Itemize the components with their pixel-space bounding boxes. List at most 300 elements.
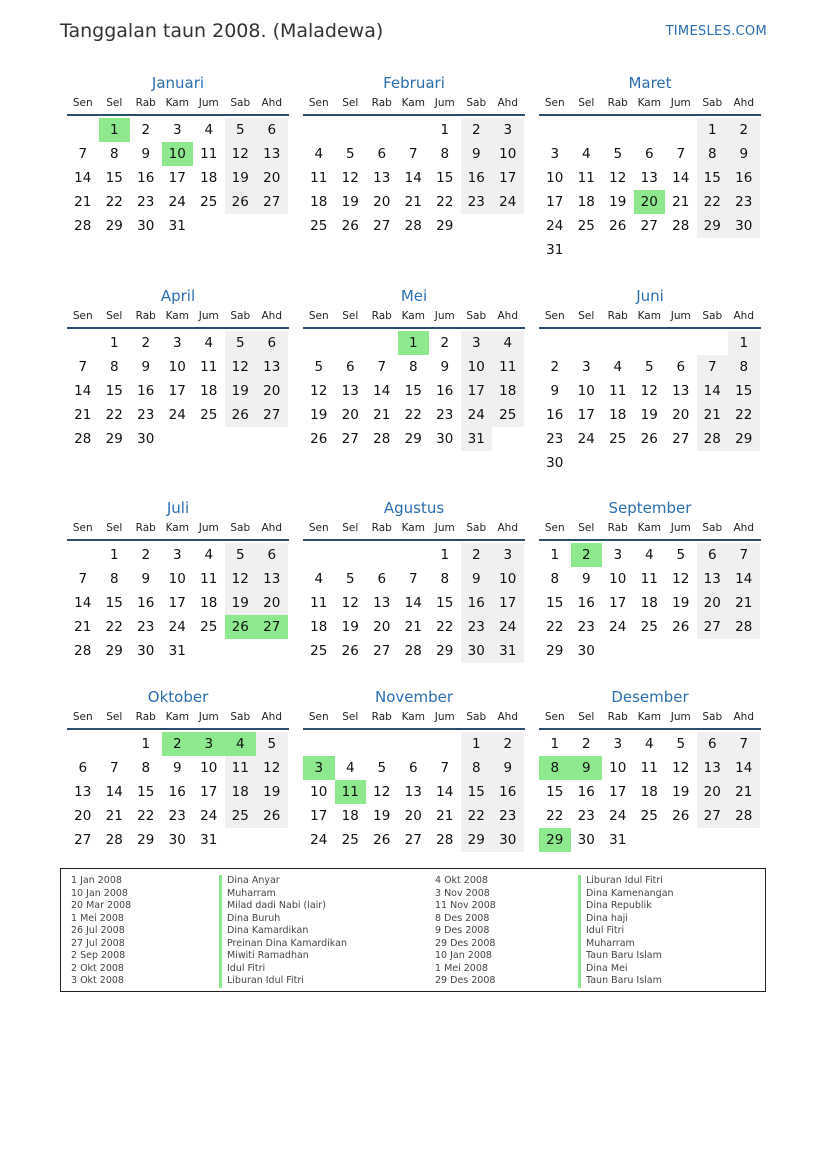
- day-cell[interactable]: 15: [728, 379, 760, 403]
- day-cell[interactable]: 26: [640, 431, 658, 447]
- day-cell[interactable]: 14: [404, 170, 422, 186]
- day-cell[interactable]: 28: [74, 218, 92, 234]
- day-cell[interactable]: 24: [168, 619, 186, 635]
- day-cell[interactable]: 5: [644, 359, 654, 375]
- day-cell[interactable]: 29: [436, 643, 454, 659]
- day-cell[interactable]: 8: [109, 571, 119, 587]
- day-cell[interactable]: 9: [141, 146, 151, 162]
- day-cell[interactable]: 20: [697, 780, 729, 804]
- day-cell[interactable]: 8: [728, 355, 760, 379]
- day-cell[interactable]: 8: [109, 359, 119, 375]
- day-cell[interactable]: 24: [461, 403, 493, 427]
- day-cell[interactable]: 20: [373, 194, 391, 210]
- day-cell[interactable]: 7: [697, 355, 729, 379]
- day-cell[interactable]: 20: [373, 619, 391, 635]
- day-cell[interactable]: 25: [310, 218, 328, 234]
- day-cell[interactable]: 26: [609, 218, 627, 234]
- day-cell[interactable]: 27: [640, 218, 658, 234]
- day-cell[interactable]: 30: [492, 828, 524, 852]
- holiday-day[interactable]: 8: [539, 756, 571, 780]
- day-cell[interactable]: 26: [225, 190, 257, 214]
- day-cell[interactable]: 25: [200, 194, 218, 210]
- day-cell[interactable]: 14: [436, 784, 454, 800]
- day-cell[interactable]: 21: [74, 619, 92, 635]
- day-cell[interactable]: 25: [640, 619, 658, 635]
- day-cell[interactable]: 11: [492, 355, 524, 379]
- day-cell[interactable]: 19: [609, 194, 627, 210]
- day-cell[interactable]: 25: [200, 407, 218, 423]
- day-cell[interactable]: 10: [168, 359, 186, 375]
- day-cell[interactable]: 17: [492, 591, 524, 615]
- day-cell[interactable]: 16: [728, 166, 760, 190]
- day-cell[interactable]: 8: [550, 571, 560, 587]
- day-cell[interactable]: 13: [373, 595, 391, 611]
- day-cell[interactable]: 7: [728, 543, 760, 567]
- day-cell[interactable]: 24: [546, 218, 564, 234]
- day-cell[interactable]: 27: [697, 615, 729, 639]
- day-cell[interactable]: 7: [728, 732, 760, 756]
- day-cell[interactable]: 16: [546, 407, 564, 423]
- day-cell[interactable]: 17: [200, 784, 218, 800]
- day-cell[interactable]: 11: [640, 760, 658, 776]
- day-cell[interactable]: 23: [492, 804, 524, 828]
- holiday-day[interactable]: 29: [539, 828, 571, 852]
- day-cell[interactable]: 2: [141, 547, 151, 563]
- day-cell[interactable]: 24: [200, 808, 218, 824]
- day-cell[interactable]: 11: [225, 756, 257, 780]
- day-cell[interactable]: 10: [577, 383, 595, 399]
- holiday-day[interactable]: 3: [193, 732, 225, 756]
- day-cell[interactable]: 24: [492, 190, 524, 214]
- day-cell[interactable]: 28: [404, 218, 422, 234]
- day-cell[interactable]: 23: [728, 190, 760, 214]
- day-cell[interactable]: 17: [609, 595, 627, 611]
- day-cell[interactable]: 19: [256, 780, 288, 804]
- day-cell[interactable]: 4: [644, 547, 654, 563]
- day-cell[interactable]: 4: [204, 547, 214, 563]
- day-cell[interactable]: 30: [137, 643, 155, 659]
- day-cell[interactable]: 15: [546, 784, 564, 800]
- day-cell[interactable]: 8: [440, 571, 450, 587]
- day-cell[interactable]: 27: [341, 431, 359, 447]
- day-cell[interactable]: 22: [546, 808, 564, 824]
- day-cell[interactable]: 1: [109, 335, 119, 351]
- day-cell[interactable]: 25: [640, 808, 658, 824]
- day-cell[interactable]: 3: [172, 335, 182, 351]
- day-cell[interactable]: 3: [172, 547, 182, 563]
- day-cell[interactable]: 8: [461, 756, 493, 780]
- day-cell[interactable]: 25: [577, 218, 595, 234]
- day-cell[interactable]: 19: [310, 407, 328, 423]
- day-cell[interactable]: 5: [314, 359, 324, 375]
- day-cell[interactable]: 6: [256, 543, 288, 567]
- day-cell[interactable]: 22: [461, 804, 493, 828]
- day-cell[interactable]: 18: [310, 194, 328, 210]
- day-cell[interactable]: 2: [492, 732, 524, 756]
- holiday-day[interactable]: 2: [162, 732, 194, 756]
- day-cell[interactable]: 16: [461, 591, 493, 615]
- day-cell[interactable]: 26: [310, 431, 328, 447]
- day-cell[interactable]: 27: [256, 190, 288, 214]
- day-cell[interactable]: 6: [256, 118, 288, 142]
- day-cell[interactable]: 2: [461, 118, 493, 142]
- day-cell[interactable]: 3: [172, 122, 182, 138]
- day-cell[interactable]: 25: [225, 804, 257, 828]
- day-cell[interactable]: 13: [256, 355, 288, 379]
- day-cell[interactable]: 9: [141, 571, 151, 587]
- holiday-day[interactable]: 27: [256, 615, 288, 639]
- day-cell[interactable]: 30: [168, 832, 186, 848]
- day-cell[interactable]: 14: [697, 379, 729, 403]
- day-cell[interactable]: 10: [168, 571, 186, 587]
- day-cell[interactable]: 9: [172, 760, 182, 776]
- day-cell[interactable]: 16: [436, 383, 454, 399]
- day-cell[interactable]: 15: [105, 595, 123, 611]
- day-cell[interactable]: 3: [613, 547, 623, 563]
- holiday-day[interactable]: 1: [398, 331, 430, 355]
- day-cell[interactable]: 7: [408, 571, 418, 587]
- day-cell[interactable]: 11: [310, 170, 328, 186]
- day-cell[interactable]: 28: [728, 615, 760, 639]
- day-cell[interactable]: 31: [546, 242, 564, 258]
- day-cell[interactable]: 21: [373, 407, 391, 423]
- day-cell[interactable]: 2: [440, 335, 450, 351]
- day-cell[interactable]: 19: [341, 194, 359, 210]
- day-cell[interactable]: 25: [609, 431, 627, 447]
- day-cell[interactable]: 16: [137, 170, 155, 186]
- holiday-day[interactable]: 3: [303, 756, 335, 780]
- day-cell[interactable]: 24: [609, 808, 627, 824]
- day-cell[interactable]: 23: [137, 407, 155, 423]
- day-cell[interactable]: 3: [492, 543, 524, 567]
- day-cell[interactable]: 29: [137, 832, 155, 848]
- day-cell[interactable]: 13: [404, 784, 422, 800]
- day-cell[interactable]: 10: [609, 571, 627, 587]
- day-cell[interactable]: 1: [697, 118, 729, 142]
- day-cell[interactable]: 18: [341, 808, 359, 824]
- day-cell[interactable]: 1: [550, 547, 560, 563]
- day-cell[interactable]: 11: [200, 146, 218, 162]
- day-cell[interactable]: 17: [577, 407, 595, 423]
- day-cell[interactable]: 13: [640, 170, 658, 186]
- holiday-day[interactable]: 26: [225, 615, 257, 639]
- day-cell[interactable]: 28: [373, 431, 391, 447]
- day-cell[interactable]: 20: [697, 591, 729, 615]
- day-cell[interactable]: 21: [105, 808, 123, 824]
- day-cell[interactable]: 16: [137, 383, 155, 399]
- day-cell[interactable]: 18: [200, 170, 218, 186]
- day-cell[interactable]: 4: [644, 736, 654, 752]
- day-cell[interactable]: 12: [256, 756, 288, 780]
- day-cell[interactable]: 19: [373, 808, 391, 824]
- day-cell[interactable]: 7: [440, 760, 450, 776]
- day-cell[interactable]: 29: [404, 431, 422, 447]
- holiday-day[interactable]: 4: [225, 732, 257, 756]
- day-cell[interactable]: 30: [461, 639, 493, 663]
- day-cell[interactable]: 9: [461, 142, 493, 166]
- day-cell[interactable]: 22: [546, 619, 564, 635]
- day-cell[interactable]: 18: [310, 619, 328, 635]
- day-cell[interactable]: 30: [436, 431, 454, 447]
- day-cell[interactable]: 29: [105, 218, 123, 234]
- day-cell[interactable]: 14: [74, 170, 92, 186]
- day-cell[interactable]: 30: [577, 643, 595, 659]
- day-cell[interactable]: 16: [168, 784, 186, 800]
- day-cell[interactable]: 9: [141, 359, 151, 375]
- day-cell[interactable]: 6: [256, 331, 288, 355]
- day-cell[interactable]: 23: [461, 190, 493, 214]
- day-cell[interactable]: 18: [492, 379, 524, 403]
- day-cell[interactable]: 29: [105, 643, 123, 659]
- day-cell[interactable]: 18: [200, 595, 218, 611]
- day-cell[interactable]: 11: [310, 595, 328, 611]
- day-cell[interactable]: 12: [310, 383, 328, 399]
- day-cell[interactable]: 29: [697, 214, 729, 238]
- day-cell[interactable]: 3: [581, 359, 591, 375]
- day-cell[interactable]: 21: [436, 808, 454, 824]
- day-cell[interactable]: 7: [408, 146, 418, 162]
- day-cell[interactable]: 29: [728, 427, 760, 451]
- holiday-day[interactable]: 10: [162, 142, 194, 166]
- day-cell[interactable]: 22: [697, 190, 729, 214]
- day-cell[interactable]: 8: [697, 142, 729, 166]
- day-cell[interactable]: 11: [609, 383, 627, 399]
- holiday-day[interactable]: 20: [634, 190, 666, 214]
- day-cell[interactable]: 15: [461, 780, 493, 804]
- day-cell[interactable]: 22: [404, 407, 422, 423]
- day-cell[interactable]: 25: [341, 832, 359, 848]
- day-cell[interactable]: 2: [461, 543, 493, 567]
- day-cell[interactable]: 20: [74, 808, 92, 824]
- day-cell[interactable]: 15: [137, 784, 155, 800]
- day-cell[interactable]: 23: [546, 431, 564, 447]
- day-cell[interactable]: 17: [168, 595, 186, 611]
- day-cell[interactable]: 12: [341, 170, 359, 186]
- day-cell[interactable]: 24: [492, 615, 524, 639]
- day-cell[interactable]: 2: [728, 118, 760, 142]
- day-cell[interactable]: 14: [105, 784, 123, 800]
- day-cell[interactable]: 28: [74, 431, 92, 447]
- day-cell[interactable]: 9: [492, 756, 524, 780]
- day-cell[interactable]: 10: [461, 355, 493, 379]
- day-cell[interactable]: 20: [404, 808, 422, 824]
- day-cell[interactable]: 6: [377, 146, 387, 162]
- day-cell[interactable]: 10: [200, 760, 218, 776]
- day-cell[interactable]: 4: [204, 122, 214, 138]
- day-cell[interactable]: 19: [225, 591, 257, 615]
- day-cell[interactable]: 1: [141, 736, 151, 752]
- day-cell[interactable]: 21: [404, 619, 422, 635]
- day-cell[interactable]: 16: [577, 784, 595, 800]
- day-cell[interactable]: 28: [436, 832, 454, 848]
- day-cell[interactable]: 13: [256, 567, 288, 591]
- day-cell[interactable]: 3: [492, 118, 524, 142]
- day-cell[interactable]: 16: [137, 595, 155, 611]
- day-cell[interactable]: 15: [105, 383, 123, 399]
- day-cell[interactable]: 20: [256, 166, 288, 190]
- day-cell[interactable]: 4: [204, 335, 214, 351]
- day-cell[interactable]: 30: [577, 832, 595, 848]
- day-cell[interactable]: 26: [225, 403, 257, 427]
- day-cell[interactable]: 6: [377, 571, 387, 587]
- day-cell[interactable]: 26: [341, 643, 359, 659]
- day-cell[interactable]: 8: [109, 146, 119, 162]
- day-cell[interactable]: 26: [672, 808, 690, 824]
- day-cell[interactable]: 11: [640, 571, 658, 587]
- day-cell[interactable]: 14: [404, 595, 422, 611]
- day-cell[interactable]: 1: [461, 732, 493, 756]
- day-cell[interactable]: 27: [74, 832, 92, 848]
- day-cell[interactable]: 25: [310, 643, 328, 659]
- day-cell[interactable]: 19: [672, 595, 690, 611]
- day-cell[interactable]: 21: [74, 194, 92, 210]
- day-cell[interactable]: 6: [345, 359, 355, 375]
- holiday-day[interactable]: 11: [335, 780, 367, 804]
- day-cell[interactable]: 4: [345, 760, 355, 776]
- day-cell[interactable]: 6: [408, 760, 418, 776]
- day-cell[interactable]: 17: [492, 166, 524, 190]
- day-cell[interactable]: 30: [546, 455, 564, 471]
- day-cell[interactable]: 29: [105, 431, 123, 447]
- day-cell[interactable]: 8: [408, 359, 418, 375]
- day-cell[interactable]: 20: [256, 591, 288, 615]
- day-cell[interactable]: 30: [137, 431, 155, 447]
- day-cell[interactable]: 6: [676, 359, 686, 375]
- day-cell[interactable]: 24: [168, 194, 186, 210]
- day-cell[interactable]: 21: [672, 194, 690, 210]
- day-cell[interactable]: 3: [550, 146, 560, 162]
- day-cell[interactable]: 14: [74, 595, 92, 611]
- day-cell[interactable]: 21: [697, 403, 729, 427]
- day-cell[interactable]: 9: [550, 383, 560, 399]
- day-cell[interactable]: 20: [256, 379, 288, 403]
- day-cell[interactable]: 22: [105, 407, 123, 423]
- day-cell[interactable]: 31: [168, 218, 186, 234]
- day-cell[interactable]: 10: [609, 760, 627, 776]
- day-cell[interactable]: 12: [225, 567, 257, 591]
- holiday-day[interactable]: 9: [571, 756, 603, 780]
- day-cell[interactable]: 7: [78, 571, 88, 587]
- day-cell[interactable]: 14: [728, 756, 760, 780]
- day-cell[interactable]: 1: [550, 736, 560, 752]
- day-cell[interactable]: 19: [341, 619, 359, 635]
- day-cell[interactable]: 5: [225, 331, 257, 355]
- day-cell[interactable]: 13: [697, 756, 729, 780]
- day-cell[interactable]: 11: [577, 170, 595, 186]
- day-cell[interactable]: 19: [225, 166, 257, 190]
- day-cell[interactable]: 10: [492, 142, 524, 166]
- day-cell[interactable]: 16: [461, 166, 493, 190]
- day-cell[interactable]: 13: [373, 170, 391, 186]
- day-cell[interactable]: 18: [577, 194, 595, 210]
- day-cell[interactable]: 23: [461, 615, 493, 639]
- day-cell[interactable]: 7: [676, 146, 686, 162]
- day-cell[interactable]: 4: [492, 331, 524, 355]
- day-cell[interactable]: 6: [697, 732, 729, 756]
- day-cell[interactable]: 22: [105, 194, 123, 210]
- holiday-day[interactable]: 2: [571, 543, 603, 567]
- day-cell[interactable]: 22: [436, 619, 454, 635]
- day-cell[interactable]: 5: [256, 732, 288, 756]
- day-cell[interactable]: 21: [728, 591, 760, 615]
- day-cell[interactable]: 22: [105, 619, 123, 635]
- day-cell[interactable]: 10: [492, 567, 524, 591]
- day-cell[interactable]: 4: [314, 571, 324, 587]
- day-cell[interactable]: 5: [225, 543, 257, 567]
- day-cell[interactable]: 15: [436, 595, 454, 611]
- day-cell[interactable]: 26: [373, 832, 391, 848]
- day-cell[interactable]: 15: [546, 595, 564, 611]
- day-cell[interactable]: 23: [137, 194, 155, 210]
- day-cell[interactable]: 31: [461, 427, 493, 451]
- day-cell[interactable]: 24: [577, 431, 595, 447]
- day-cell[interactable]: 9: [581, 571, 591, 587]
- day-cell[interactable]: 31: [492, 639, 524, 663]
- day-cell[interactable]: 5: [676, 547, 686, 563]
- day-cell[interactable]: 26: [672, 619, 690, 635]
- holiday-day[interactable]: 1: [99, 118, 131, 142]
- day-cell[interactable]: 9: [440, 359, 450, 375]
- day-cell[interactable]: 13: [697, 567, 729, 591]
- day-cell[interactable]: 17: [546, 194, 564, 210]
- day-cell[interactable]: 4: [613, 359, 623, 375]
- day-cell[interactable]: 20: [672, 407, 690, 423]
- day-cell[interactable]: 2: [141, 335, 151, 351]
- day-cell[interactable]: 17: [168, 383, 186, 399]
- day-cell[interactable]: 17: [168, 170, 186, 186]
- day-cell[interactable]: 16: [577, 595, 595, 611]
- day-cell[interactable]: 23: [168, 808, 186, 824]
- day-cell[interactable]: 17: [461, 379, 493, 403]
- day-cell[interactable]: 27: [697, 804, 729, 828]
- day-cell[interactable]: 29: [461, 828, 493, 852]
- day-cell[interactable]: 15: [697, 166, 729, 190]
- day-cell[interactable]: 9: [461, 567, 493, 591]
- day-cell[interactable]: 28: [105, 832, 123, 848]
- day-cell[interactable]: 31: [168, 643, 186, 659]
- day-cell[interactable]: 6: [644, 146, 654, 162]
- day-cell[interactable]: 12: [225, 142, 257, 166]
- day-cell[interactable]: 24: [609, 619, 627, 635]
- day-cell[interactable]: 22: [137, 808, 155, 824]
- day-cell[interactable]: 28: [74, 643, 92, 659]
- day-cell[interactable]: 20: [341, 407, 359, 423]
- day-cell[interactable]: 17: [609, 784, 627, 800]
- day-cell[interactable]: 12: [609, 170, 627, 186]
- day-cell[interactable]: 19: [672, 784, 690, 800]
- day-cell[interactable]: 30: [137, 218, 155, 234]
- day-cell[interactable]: 2: [141, 122, 151, 138]
- day-cell[interactable]: 2: [581, 736, 591, 752]
- day-cell[interactable]: 13: [74, 784, 92, 800]
- day-cell[interactable]: 29: [436, 218, 454, 234]
- day-cell[interactable]: 29: [546, 643, 564, 659]
- day-cell[interactable]: 27: [373, 643, 391, 659]
- day-cell[interactable]: 19: [640, 407, 658, 423]
- day-cell[interactable]: 16: [492, 780, 524, 804]
- day-cell[interactable]: 12: [640, 383, 658, 399]
- day-cell[interactable]: 12: [373, 784, 391, 800]
- day-cell[interactable]: 7: [377, 359, 387, 375]
- day-cell[interactable]: 5: [345, 146, 355, 162]
- day-cell[interactable]: 1: [440, 122, 450, 138]
- day-cell[interactable]: 26: [256, 804, 288, 828]
- day-cell[interactable]: 7: [78, 359, 88, 375]
- day-cell[interactable]: 1: [728, 331, 760, 355]
- day-cell[interactable]: 28: [672, 218, 690, 234]
- day-cell[interactable]: 2: [550, 359, 560, 375]
- day-cell[interactable]: 27: [373, 218, 391, 234]
